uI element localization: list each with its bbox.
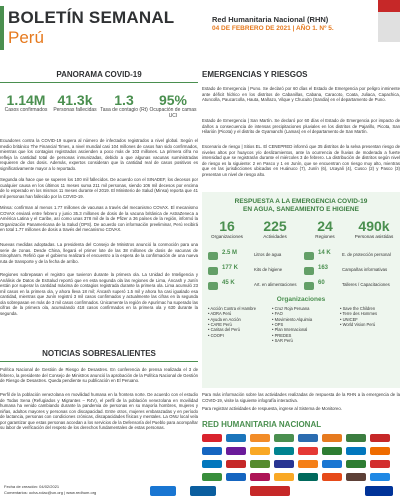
orgs-col-2 xyxy=(272,306,334,343)
partner-logo xyxy=(202,447,222,455)
metric-value: 60 xyxy=(318,280,325,286)
partner-logo xyxy=(322,447,342,455)
water-icon xyxy=(208,252,218,260)
partner-logo xyxy=(322,460,342,468)
kpi-label: Ocupación de camas UCI xyxy=(149,107,197,119)
noticias-title: NOTICIAS SOBRESALIENTES xyxy=(0,349,198,362)
kpi-label: Personas fallecidas xyxy=(53,107,97,113)
partner-logo xyxy=(250,434,270,442)
ocha-logo xyxy=(190,486,216,496)
panorama-para-2: Segunda ola hace que se superen los 100 mil fallecidos. De acuerdo con el SINADEF, los decesos por cualquier causa en los últimos 11 meses suma 211 mil personas, siendo 106 mil decesos por encima de lo esperado en los mismos 11 meses durante el 2019. El Ministerio de Salud (Minsa) reporta que 41 mil personas han fallecido por la COVID-19. xyxy=(0,177,198,199)
org-item: • World Vision Perú xyxy=(340,321,376,327)
metric-value: 14 K xyxy=(318,250,331,256)
org-item: • Plan Internacional xyxy=(272,327,308,333)
partner-logo xyxy=(346,460,366,468)
partner-logo xyxy=(250,460,270,468)
partner-logo xyxy=(298,473,318,481)
partner-logo xyxy=(322,434,342,442)
kpi-row xyxy=(0,92,198,134)
stat-orgs xyxy=(204,218,250,239)
stat-label: Personas asistidas xyxy=(354,234,394,239)
header xyxy=(0,0,400,62)
stat-activities xyxy=(252,218,298,239)
unicef-logo xyxy=(150,486,176,496)
footer-line-1: Fecha de creación: 04/02/2021 xyxy=(4,484,60,489)
org-item: • PREDES xyxy=(272,332,292,338)
org-item: • Cruz Roja Peruana xyxy=(272,306,310,311)
partner-logo xyxy=(370,434,390,442)
partner-logo xyxy=(298,447,318,455)
footer xyxy=(0,482,400,500)
org-name: Red Humanitaria Nacional (RHN) xyxy=(212,15,329,24)
kpi-confirmed xyxy=(2,92,50,114)
orgs-title: Organizaciones xyxy=(276,296,326,303)
red-title: RED HUMANITARIA NACIONAL xyxy=(202,420,322,429)
stat-value: 16 xyxy=(219,218,235,234)
kpi-value: 1.14M xyxy=(6,92,46,108)
partner-logo xyxy=(322,473,342,481)
partner-logo xyxy=(226,473,246,481)
partner-logo xyxy=(346,473,366,481)
partner-logo xyxy=(274,434,294,442)
orgs-col-3 xyxy=(340,306,398,327)
partner-logo xyxy=(370,473,390,481)
partner-logo xyxy=(202,434,222,442)
stat-value: 24 xyxy=(317,218,333,234)
partner-logo xyxy=(298,434,318,442)
red-humanitaria-logo xyxy=(250,486,290,496)
kpi-icu xyxy=(149,92,197,120)
org-item: • OPS xyxy=(272,321,284,327)
metric-label: E. de protección personal xyxy=(342,252,391,257)
campaign-icon xyxy=(304,267,314,275)
org-item: • ADRA Perú xyxy=(208,311,232,317)
metric-label: Talleres / Capacitaciones xyxy=(342,282,390,287)
kpi-rt xyxy=(100,92,148,114)
metric-label: Art. en alimentaciones xyxy=(254,282,297,287)
partner-logo xyxy=(250,447,270,455)
kpi-label: Casos confirmados xyxy=(4,107,48,113)
partner-logo xyxy=(250,473,270,481)
note-text: Para más información sobre las actividades realizadas de respuesta de la RHN a la emergencia de la COVID-19, visite la siguiente infografía interactiva. xyxy=(202,392,400,403)
left-column xyxy=(0,62,198,500)
partner-logo xyxy=(202,460,222,468)
metric-value: 163 xyxy=(318,265,329,271)
date-line: 04 DE FEBRERO DE 2021 | AÑO 1. Nº 5. xyxy=(212,25,334,32)
partner-logo xyxy=(274,460,294,468)
org-item: • Acción Contra el Hambre xyxy=(208,306,257,311)
eu-logo xyxy=(365,486,393,496)
partner-logo xyxy=(226,434,246,442)
kpi-value: 1.3 xyxy=(114,92,134,108)
respuesta-box xyxy=(202,192,400,388)
note-text: Para registrar actividades de respuesta, ingrese al Sistema de Monitoreo. xyxy=(202,406,342,411)
org-item: • COOPI xyxy=(208,332,224,338)
kpi-label: Tasa de contagio (Rt) xyxy=(100,107,148,113)
hygiene-kit-icon xyxy=(208,267,218,275)
respuesta-title: RESPUESTA A LA EMERGENCIA COVID-19 xyxy=(234,198,368,205)
metric-label: Campañas informativas xyxy=(342,267,388,272)
org-item: • Save the Children xyxy=(340,306,376,311)
partner-logo xyxy=(346,447,366,455)
org-item: • CARE Perú xyxy=(208,321,232,327)
footer-line-2: Comentarios: ocha-rolac@un.org | www.redhum.org xyxy=(4,490,97,495)
stat-label: Regiones xyxy=(315,234,335,239)
noticias-para-2: Perfil de la población venezolana en movilidad humana en la frontera norte. De acuerdo con el estudio de Todas Sena (Refugiados y Migrantes – R4V), el perfil de la población venezolana en movilidad humana ha venido cambiando durante la pandemia de personas en su mayoría hombres, mujeres y niñas, adultos mayores y personas con discapacidad. Entre otros, mujeres embarazadas y en período de lactancia, personas con condiciones crónicas, discapacidades físicas y mentales. La ONU local vela por garantizar que estas personas accedan a los servicios de la Defensoría del Pueblo para acompañar su labor de verificación del respeto de los derechos fundamentales de estas personas. xyxy=(0,392,198,430)
protection-icon xyxy=(304,252,314,260)
emergencias-para-1: Estado de Emergencia | Puno. Se declaró por 60 días el Estado de Emergencia por peligro inminente ante déficit hídrico en los distritos de Cabanillas, Cabana, Caracoto, Coata, Juliaca, Capachica, Atuncolla, Paucarcolla, Hauta, Mañazo, Vilque y Chucuito (Sandia) en el departamento de Puno. xyxy=(202,86,400,102)
emergencias-title: EMERGENCIAS Y RIESGOS xyxy=(202,70,308,79)
partner-logo xyxy=(202,473,222,481)
workshop-icon xyxy=(304,282,314,290)
kpi-value: 95% xyxy=(158,92,188,108)
org-item: • Ayuda en Acción xyxy=(208,316,241,322)
noticias-para-1: Política Nacional de Gestión de Riesgo de Desastres. En conferencia de prensa realizada el 3 de febrero, la presidente del Consejo de Ministros anunció la aprobación de la Política Nacional de Gestión de Riesgo de Desastres. Queda pendiente su publicación en El Peruano. xyxy=(0,367,198,383)
panorama-para-5: Regiones sobrepasan el registro que tuvieron durante la primera ola. La Unidad de Inteligencia y Análisis de Datos de EsSalud reportó que en esta segunda ola las regiones de Lima, Áncash y Junín están por superar la cantidad máxima de contagios registrada durante la primera ola. Lima acumuló 23 mil casos en la primera ola, y ahora lleva 18 mil; Áncash superó 1.5 mil y ahora ha casi igualado esa cantidad, mientras que Junín registró 3 mil casos confirmados y actualmente las cifras en la segunda ola sobrepasan en más de 3 mil casos confirmados. Únicamente la región de Apurímac ha superado las cifras de la primera ola, acumulando 418 casos confirmados en la primera ola y 630 durante la segunda. xyxy=(0,272,199,316)
partner-logo xyxy=(298,460,318,468)
stat-regions xyxy=(302,218,348,239)
peru-flag-icon xyxy=(378,0,400,42)
stat-label: Actividades xyxy=(263,234,287,239)
bulletin-title: BOLETÍN SEMANAL xyxy=(8,8,175,27)
partner-logo xyxy=(370,460,390,468)
emergencias-para-2: Estado de Emergencia | San Martín. Se declaró por 60 días el Estado de Emergencia por impacto de daños a consecuencia de intensas precipitaciones pluviales en los distritos de Pajarillo, Picota, San Hilarión (Picota) y el distrito de Gyamanchi (Lamas) en el departamento de San Martín. xyxy=(202,118,400,134)
partner-logo xyxy=(226,460,246,468)
food-icon xyxy=(208,282,218,290)
stat-value: 490k xyxy=(358,218,390,234)
org-item: • Movimiento Alquimia xyxy=(272,316,313,322)
partner-logo xyxy=(370,447,390,455)
org-item: • SAR Perú xyxy=(272,337,293,343)
kpi-value: 41.3k xyxy=(57,92,93,108)
country-name: Perú xyxy=(8,28,44,47)
right-column xyxy=(202,62,400,500)
respuesta-subtitle: EN AGUA, SANEAMIENTO E HIGIENE xyxy=(243,206,359,213)
partner-logo xyxy=(346,434,366,442)
partner-logo xyxy=(274,473,294,481)
orgs-col-1 xyxy=(208,306,268,338)
panorama-para-3: Minsa: confirman al menos 1.77 millones de vacunas a través del mecanismo COVAX. El mecanismo COVAX enviará entre febrero y junio 35.3 millones de dosis de la vacuna británica de AstraZeneca a América Latina y el Caribe, así como unas 378 mil de la de Pfizer a 36 países de la región, informó la Organización Panamericana de la Salud (OPS). De acuerdo con información preeliminar, Perú recibirá en total 1.77 millones de dosis a través del mecanismo COVAX. xyxy=(0,205,198,232)
panorama-para-4: Nuevas medidas adoptadas. La presidenta del Consejo de Ministros anunció la conmoción para una serie de zonas. Desde China, llegará el primer lote de las 38 millones de dosis de vacunas de Sinopharm. Refirió que el gobierno realizará el encuentro a la espera de la confirmación de una nueva ruta de transporte y de la fecha de arribo. xyxy=(0,242,198,264)
partner-logo xyxy=(274,447,294,455)
metric-value: 45 K xyxy=(222,280,235,286)
respuesta-note-2[interactable] xyxy=(202,406,400,412)
metric-value: 177 K xyxy=(222,265,239,271)
stat-value: 225 xyxy=(263,218,287,234)
org-item: • Terre des Hommes xyxy=(340,311,378,317)
stat-people xyxy=(350,218,398,239)
respuesta-note-1[interactable] xyxy=(202,392,400,403)
panorama-para-1: Ecuadores contra la COVID-19 supera al número de infectados registrados a nivel global. Según el medio británico The Financial Times, a nivel mundial casi 104 millones de casos han sido confirmados, mientras que los contagios registrados ascienden a poco más de 103 millones. La primera cifra no refleja la cantidad total de personas inmunizadas, debido a que algunas vacunas suministradas requieren de dos dosis. Además, expertos consideran que la cantidad real de casos positivos es significativamente mayor a lo reportado. xyxy=(0,138,198,171)
header-accent-bar xyxy=(0,6,4,50)
org-item: • FAO xyxy=(272,311,283,317)
partner-logo xyxy=(226,447,246,455)
org-item: • Caritas del Perú xyxy=(208,327,240,333)
kpi-deaths xyxy=(51,92,99,114)
org-item: • UNICEF xyxy=(340,316,358,322)
panorama-title: PANORAMA COVID-19 xyxy=(0,70,198,83)
emergencias-para-3: Escenario de riesgo | Sitios EL. El CENEPRED informó que 35 distritos de la selva presentan riesgo de niveles altos por huaycos y/o deslizamientos, ante la ocurrencia de lluvias de moderada a fuerte intensidad que se registrarán durante el miércoles 3 de febrero. La distribución de distritos según nivel de riesgo es la siguiente: 2 en Pasco y 1 en Junín, que se encuentran con riesgo muy alto, mientras que en las jurisdicciones ubicadas en Huánuco (7), Junín (6), Ucayali (4), Cusco (2) y Pasco (3) presentan un nivel de riesgo alto. xyxy=(202,144,400,177)
metric-label: Kits de higiene xyxy=(254,267,283,272)
metric-label: Litros de agua xyxy=(254,252,282,257)
stat-label: Organizaciones xyxy=(211,234,243,239)
metric-value: 2.5 M xyxy=(222,250,238,256)
